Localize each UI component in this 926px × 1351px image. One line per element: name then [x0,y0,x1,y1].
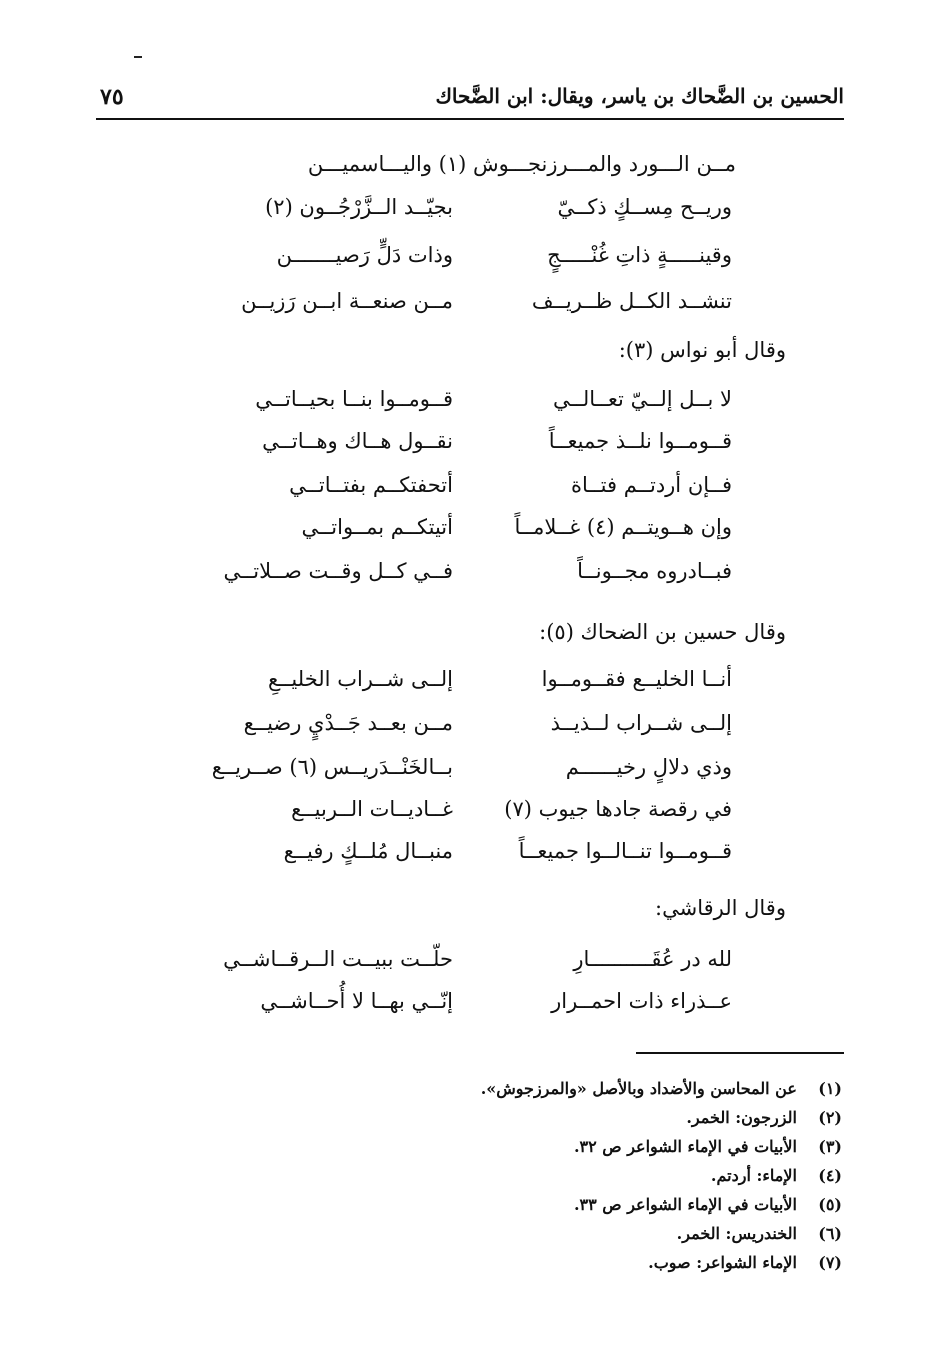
footnote-number: (٦) [818,1224,842,1243]
verse-second-half: قــومــوا بنــا بحيــاتــي [255,387,453,411]
footnote-text: عن المحاسن والأضداد وبالأصل «والمرزجوش». [480,1079,797,1098]
footnote-text: الزرجون: الخمر. [686,1108,797,1127]
verse-second-half: أتحفتكــم بفتــاتــي [289,473,453,497]
verse-first-half: عــذراء ذات احمــرار [551,989,732,1013]
footnote-number: (٢) [818,1108,842,1127]
footnote [481,1248,842,1277]
running-head: الحسين بن الضَّحاك بن ياسر، ويقال: ابن الضَّحاك [435,84,844,108]
verse-second-half: نقــول هــاك وهــاتــي [262,429,453,453]
footnote-text: الإماء: أردتم. [710,1166,797,1185]
footnotes [481,1074,842,1277]
verse-second-half: بــالخَنْــدَريــس (٦) صــريــع [211,755,453,779]
verse-first-half: وذي دلالٍ رخيــــــم [565,755,732,779]
verse-second-half: إلــى شــراب الخليــعِ [267,667,453,691]
footnote-number: (٣) [818,1137,842,1156]
poem1-first-line: مــن الـــورد والمـــرزنجـــوش (١) واليـــاسميـــن [307,152,736,176]
poem-intro: وقال حسين بن الضحاك (٥): [539,620,786,644]
page-number: ٧٥ [100,84,124,110]
verse-second-half: حلّــت ببيــت الــرقــاشــي [223,947,453,971]
verse-first-half: وقينـــــةٍ ذاتِ غُنْـــــجٍ [547,243,732,267]
verse-second-half: مــن بعــد جَــدْيٍ رضيــع [243,711,453,735]
footnote-text: الإماء الشواعر: صوب. [648,1253,797,1272]
verse-first-half: لله در عُقَــــــــــارِ [573,947,732,971]
verse-first-half: لا بــل إلــيّ تعــالــي [553,387,732,411]
verse-second-half: منبــال مُلــكٍ رفيــع [283,839,453,863]
verse-first-half: وريــح مِســكٍ ذكــيّ [557,195,732,219]
verse-first-half: وإن هــويتــم (٤) غــلامــاً [514,515,732,539]
scan-mark [134,56,142,58]
footnote [481,1074,842,1103]
verse-first-half: قــومــوا نلــذ جميعــاً [548,429,732,453]
verse-first-half: أنــا الخليــع فقــومــوا [541,667,732,691]
poem-intro: وقال أبو نواس (٣): [618,338,786,362]
footnote-number: (٥) [818,1195,842,1214]
footnote [481,1132,842,1161]
verse-second-half: إنّــي بهــا لا أُحــاشــي [260,989,453,1013]
verse-second-half: مــن صنعــة ابــن رَزيــن [241,289,453,313]
footnote-text: الخندريس: الخمر. [676,1224,797,1243]
footnote-text: الأبيات في الإماء الشواعر ص ٣٢. [573,1137,797,1156]
verse-second-half: وذات دَلٍّ رَصيـــــــن [276,243,453,267]
footnote-text: الأبيات في الإماء الشواعر ص ٣٣. [573,1195,797,1214]
verse-second-half: فــي كــل وقــت صــلاتــي [223,559,453,583]
footnote [481,1190,842,1219]
verse-first-half: في رقصة جادها جيوب (٧) [504,797,732,821]
footnote [481,1103,842,1132]
verse-second-half: أتيتكــم بمــواتــي [301,515,453,539]
footnote-number: (٧) [818,1253,842,1272]
page-header [96,84,844,120]
footnote-number: (١) [818,1079,842,1098]
verse-first-half: فبــادروه مجــونــاً [577,559,732,583]
verse-second-half: بجيّــد الــزَّرْجُــون (٢) [265,195,453,219]
verse-first-half: فــإن أردتــم فتــاة [570,473,732,497]
verse-first-half: تنشــد الكــل ظــريــف [531,289,732,313]
verse-first-half: قــومــوا تنــالــوا جميعــاً [518,839,732,863]
verse-second-half: غــاديــات الــربيــع [291,797,453,821]
footnote [481,1161,842,1190]
footnote-rule [636,1052,844,1054]
footnote [481,1219,842,1248]
footnote-number: (٤) [818,1166,842,1185]
poem-intro: وقال الرقاشي: [655,896,786,920]
verse-first-half: إلــى شــراب لــذيــذ [550,711,732,735]
